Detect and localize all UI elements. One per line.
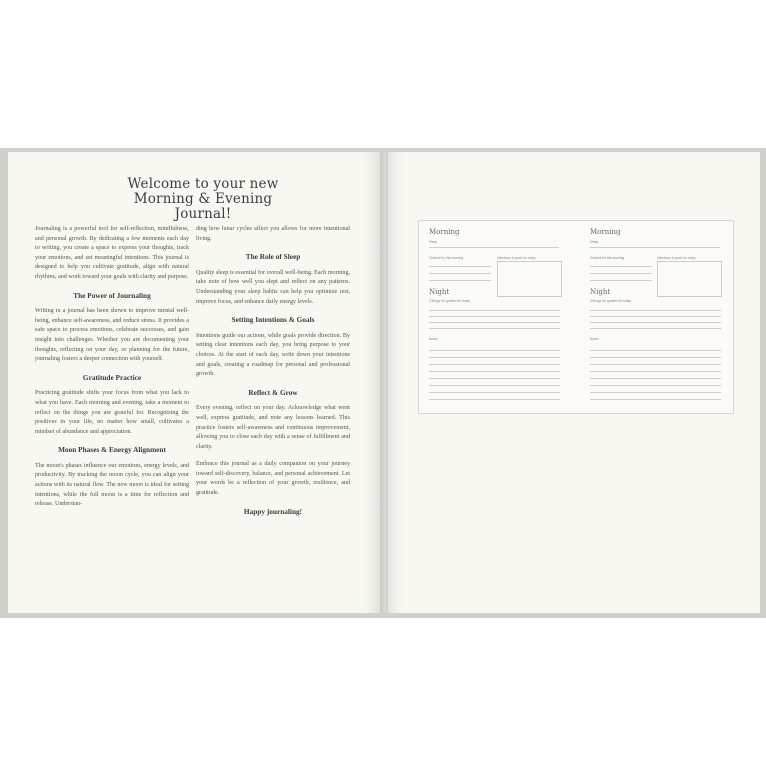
line	[429, 371, 560, 372]
line	[429, 357, 560, 358]
sleep-paragraph: Quality sleep is essential for overall well-being. Each morning, take note of how well you slept and reflect on any patterns. Understanding your sleep habits can help you optimize rest, improve focus, and enhance daily energy levels.	[196, 269, 350, 305]
sleep-label: Sleep	[590, 240, 599, 244]
heading-moon-phases: Moon Phases & Energy Alignment	[58, 445, 166, 455]
moon-paragraph: The moon's phases influence our emotions, energy levels, and productivity. By tracking the moon cycle, you can align your actions with its natural flow. The new moon is ideal for setting intentions, while the full moon is a time for reflection and release. Understan-	[35, 462, 189, 508]
line	[590, 399, 721, 400]
book-spine	[380, 152, 388, 613]
line	[590, 280, 652, 281]
intentions-label: Intentions & goals for today	[497, 256, 536, 260]
line	[429, 328, 560, 329]
line	[590, 273, 652, 274]
line	[590, 378, 721, 379]
grateful-label: Grateful for this morning	[590, 256, 625, 260]
line	[429, 280, 491, 281]
title-line-1: Welcome to your new	[127, 176, 279, 192]
line	[590, 385, 721, 386]
line	[590, 310, 721, 311]
line	[429, 385, 560, 386]
line	[590, 357, 721, 358]
intentions-paragraph: Intentions guide our actions, while goals provide direction. By setting clear intentions each day, you bring purpose to your choices. At the start of each day, write down your intentions and goals, creating a roadmap for personal and professional growth.	[196, 332, 350, 378]
good-things-label: 3 things I'm grateful for today	[590, 299, 632, 303]
night-heading: Night	[429, 288, 450, 296]
line	[590, 316, 721, 317]
sleep-rating-line	[429, 247, 559, 248]
night-heading: Night	[590, 288, 611, 296]
page-title	[110, 177, 296, 222]
closing-line: Happy journaling!	[243, 506, 303, 516]
left-column	[35, 225, 189, 518]
intentions-label: Intentions & goals for today	[657, 256, 696, 260]
right-column	[196, 225, 350, 523]
line	[590, 392, 721, 393]
line	[429, 266, 491, 267]
sleep-label: Sleep	[429, 240, 438, 244]
reflect-paragraph: Every evening, reflect on your day. Acknowledge what went well, express gratitude, and note any lessons learned. This practice fosters self-awareness and continuous improvement, allowing you to close each day with a sense of fulfillment and clarity.	[196, 405, 350, 450]
line	[429, 322, 560, 323]
notes-label: Notes	[590, 337, 599, 341]
line	[590, 322, 721, 323]
line	[590, 371, 721, 372]
sleep-rating-line	[590, 247, 720, 248]
line	[429, 399, 560, 400]
intentions-box	[657, 261, 722, 297]
line	[429, 392, 560, 393]
intentions-box	[497, 261, 562, 297]
line	[429, 316, 560, 317]
morning-heading: Morning	[429, 228, 460, 236]
line	[429, 310, 560, 311]
heading-gratitude: Gratitude Practice	[82, 372, 142, 382]
heading-power-of-journaling: The Power of Journaling	[73, 290, 151, 300]
power-paragraph: Writing in a journal has been shown to improve mental well-being, enhance self-awareness, and reduce stress. It provides a safe space to process emotions, celebrate successes, and gain insight into challenges. Whether you are documenting your thoughts, reflecting on your day, or planning for the future, journaling fosters a deeper connection with yourself.	[35, 308, 189, 363]
intro-paragraph: Journaling is a powerful tool for self-reflection, mindfulness, and personal growth. By dedicating a few moments each day to writing, you create a space to express your thoughts, track your emotions, and set meaningful intentions. This journal is designed to help you cultivate gratitude, align with natural rhythms, and work toward your goals with clarity and purpose.	[35, 226, 189, 280]
good-things-label: 3 things I'm grateful for today	[429, 299, 471, 303]
line	[429, 350, 560, 351]
line	[590, 266, 652, 267]
gratitude-paragraph: Practicing gratitude shifts your focus from what you lack to what you have. Each morning and evening, take a moment to reflect on the things you are grateful for. Recognizing the positives in your life, no matter how small, cultivates a mindset of abundance and appreciation.	[35, 390, 189, 435]
title-line-2: Morning & Evening Journal!	[133, 191, 273, 222]
moon-paragraph-continued: ding how lunar cycles affect you allows for more intentional living.	[196, 226, 350, 242]
line	[429, 364, 560, 365]
line	[429, 378, 560, 379]
morning-heading: Morning	[590, 228, 621, 236]
heading-intentions: Setting Intentions & Goals	[231, 315, 315, 325]
line	[590, 364, 721, 365]
notes-label: Notes	[429, 337, 438, 341]
line	[590, 350, 721, 351]
heading-sleep: The Role of Sleep	[245, 252, 301, 262]
embrace-paragraph: Embrace this journal as a daily companion on your journey toward self-discovery, balance, and personal achievement. Let your words be a reflection of your growth, resilience, and gratitude.	[196, 461, 350, 497]
line	[590, 328, 721, 329]
heading-reflect: Reflect & Grow	[248, 387, 298, 397]
line	[429, 273, 491, 274]
grateful-label: Grateful for this morning	[429, 256, 464, 260]
